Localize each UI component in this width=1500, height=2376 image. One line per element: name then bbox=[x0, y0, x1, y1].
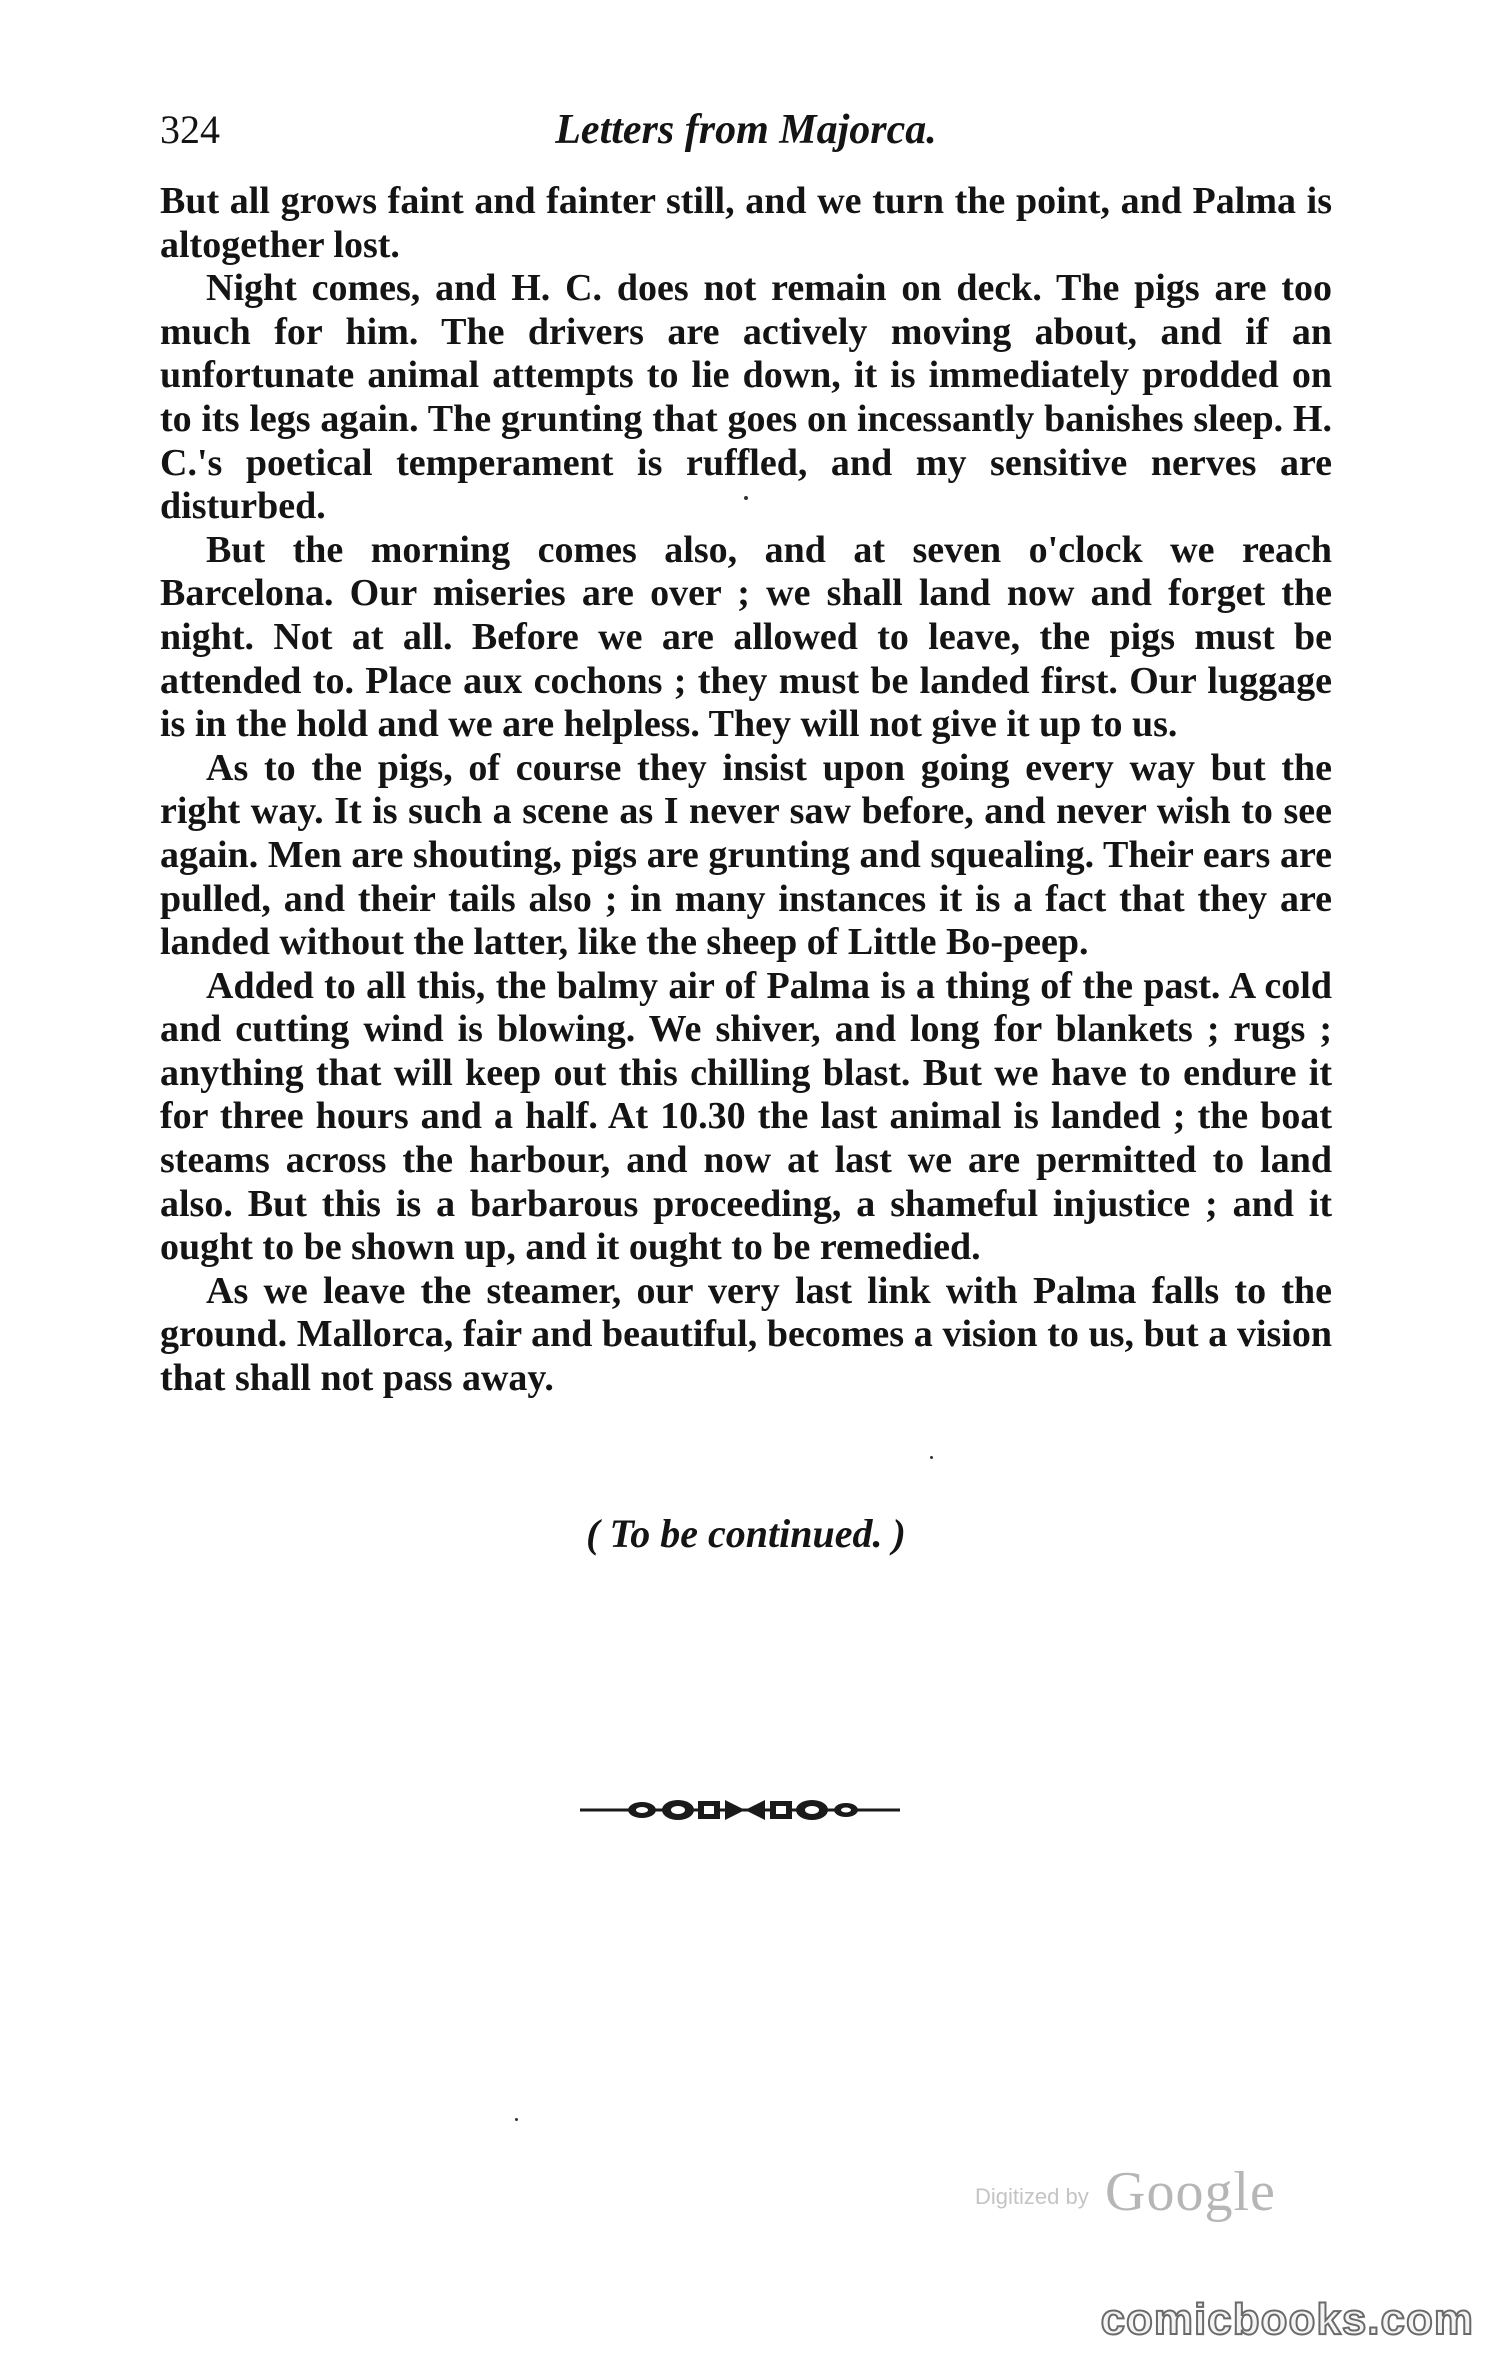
speck-dot bbox=[515, 2118, 518, 2121]
continued-note: ( To be continued. ) bbox=[586, 1511, 906, 1556]
site-watermark: comicbooks.com bbox=[1100, 2295, 1474, 2344]
paragraph-3: But the morning comes also, and at seven o'clock we reach Barcelona. Our miseries are over ; we shall land now and forget the night. Not at all. Before we are allowed to leave, the pigs must be attended to. Place aux cochons ; they must be landed first. Our luggage is in the hold and we are helpless. They will not give it up to us. bbox=[160, 528, 1332, 746]
digitized-label: Digitized by bbox=[975, 2184, 1089, 2209]
google-watermark bbox=[975, 2160, 1295, 2230]
paragraph-2: Night comes, and H. C. does not remain on deck. The pigs are too much for him. The drivers are actively moving about, and if an unfortunate animal attempts to lie down, it is immediately prodded on to its legs again. The grunting that goes on incessantly banishes sleep. H. C.'s poetical temperament is ruffled, and my sensitive nerves are disturbed. bbox=[160, 267, 1332, 528]
google-logo: Google bbox=[1105, 2161, 1276, 2223]
page-number: 324 bbox=[160, 107, 220, 152]
paragraph-5: Added to all this, the balmy air of Palma is a thing of the past. A cold and cutting wind is blowing. We shiver, and long for blankets ; rugs ; anything that will keep out this chilling blast. But we have to endure it for three hours and a half. At 10.30 the last animal is landed ; the boat steams across the harbour, and now at last we are permitted to land also. But this is a barbarous proceeding, a shameful injustice ; and it ought to be shown up, and it ought to be remedied. bbox=[160, 964, 1332, 1269]
paragraph-6: As we leave the steamer, our very last link with Palma falls to the ground. Mallorca, fair and beautiful, becomes a vision to us, but a vision that shall not pass away. bbox=[160, 1269, 1332, 1400]
page-header bbox=[160, 100, 1332, 160]
speck-dot bbox=[744, 496, 748, 500]
decorative-rule-icon bbox=[580, 1795, 900, 1825]
body-text bbox=[160, 180, 1332, 1401]
paragraph-1: But all grows faint and fainter still, and we turn the point, and Palma is altogether lost. bbox=[160, 180, 1332, 266]
speck-dot bbox=[930, 1456, 933, 1459]
paragraph-4: As to the pigs, of course they insist upon going every way but the right way. It is such a scene as I never saw before, and never wish to see again. Men are shouting, pigs are grunting and squealing. Their ears are pulled, and their tails also ; in many instances it is a fact that they are landed without the latter, like the sheep of Little Bo-peep. bbox=[160, 746, 1332, 964]
running-head: Letters from Majorca. bbox=[555, 107, 937, 153]
